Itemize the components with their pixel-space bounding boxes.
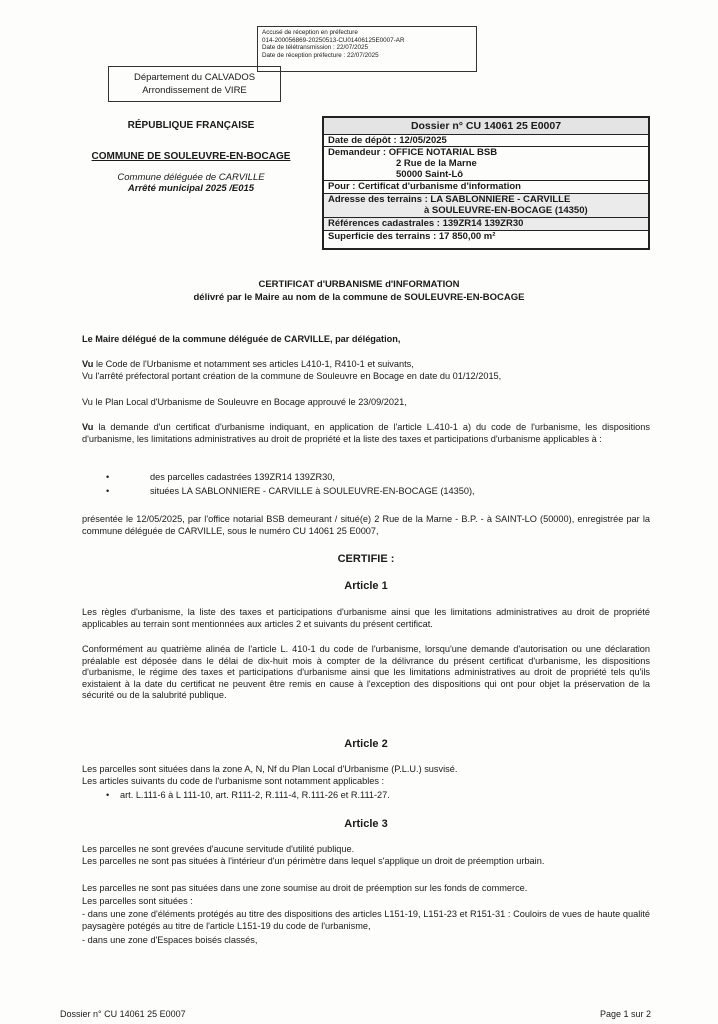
vu-label: Vu [82,422,94,432]
article-3-servitude: Les parcelles ne sont grevées d'aucune servitude d'utilité publique. [82,844,355,854]
adresse-line2: à SOULEUVRE-EN-BOCAGE (14350) [424,205,588,216]
bullet-marker: • [106,790,110,800]
date-depot: Date de dépôt : 12/05/2025 [324,135,648,147]
references-cadastrales: Références cadastrales : 139ZR14 139ZR30 [324,218,648,231]
article-3-situees: Les parcelles sont situées : [82,896,193,906]
demandeur [324,147,648,181]
vu-code-urbanisme [82,359,650,371]
stamp-line: Date de réception préfecture : 22/07/2025 [262,52,379,60]
dossier-title: Dossier n° CU 14061 25 E0007 [324,118,648,135]
republique-heading: RÉPUBLIQUE FRANÇAISE [127,120,255,131]
certificate-title: CERTIFICAT d'URBANISME d'INFORMATION [258,279,460,290]
demandeur-city: 50000 Saint-Lô [396,169,464,180]
adresse-terrains [324,194,648,218]
objet: Pour : Certificat d'urbanisme d'information [324,181,648,194]
article-3-preemption-urbain: Les parcelles ne sont pas situées à l'intérieur d'un périmètre dans lequel s'applique un droit de préemption urbain. [82,856,545,866]
bullet-marker: • [106,472,110,482]
commune-deleguee: Commune déléguée de CARVILLE [117,172,265,183]
situation-item: situées LA SABLONNIERE - CARVILLE à SOULEUVRE-EN-BOCAGE (14350), [150,486,475,496]
stamp-line: 014-200056869-20250513-CU01406125E0007-AR [262,36,405,44]
arrete-number: Arrêté municipal 2025 /E015 [127,183,255,194]
vu-label: Vu [82,359,94,369]
bullet-marker: • [106,486,110,496]
adresse-line1: Adresse des terrains : LA SABLONNIERE - CARVILLE [328,194,571,205]
certifie-heading: CERTIFIE : [337,553,395,565]
presentee-paragraph: présentée le 12/05/2025, par l'office notarial BSB demeurant / situé(e) 2 Rue de la Marne - B.P. - à SAINT-LO (50000), enregistrée par la commune déléguée de CARVILLE, sous le numéro CU 14061 25 E0007, [82,514,650,536]
superficie: Superficie des terrains : 17 850,00 m² [328,231,496,242]
article-1-paragraph-1: Les règles d'urbanisme, la liste des taxes et participations d'urbanisme ainsi que les limitations administratives au droit de propriété applicables au terrain sont mentionnées aux articles 2 et suivants du présent certificat. [82,607,650,629]
article-1-heading: Article 1 [344,580,388,592]
article-2-zone: Les parcelles sont situées dans la zone A, N, Nf du Plan Local d'Urbanisme (P.L.U.) susvisé. [82,764,458,774]
article-2-heading: Article 2 [344,738,388,750]
article-3-espaces-boises: - dans une zone d'Espaces boisés classés, [82,935,258,945]
footer-page-number: Page 1 sur 2 [600,1009,652,1019]
stamp-line: Accusé de réception en préfecture [262,29,358,36]
vu-arrete-prefectoral: Vu l'arrêté préfectoral portant création de la commune de Souleuvre en Bocage en date du 01/12/2015, [82,371,502,381]
maire-delegue-line: Le Maire délégué de la commune déléguée de CARVILLE, par délégation, [82,334,401,344]
parcelles-item: des parcelles cadastrées 139ZR14 139ZR30, [150,472,335,482]
vu-text: la demande d'un certificat d'urbanisme indiquant, en application de l'article L.410-1 a) du code de l'urbanisme, les dispositions d'urbanisme, les limitations administratives au droit de propriété et la liste des taxes et participations d'urbanisme applicables à : [82,422,650,444]
department-line: Département du CALVADOS [133,72,256,83]
demandeur-name: Demandeur : OFFICE NOTARIAL BSB [328,147,498,158]
article-3-elements-proteges: - dans une zone d'éléments protégés au titre des dispositions des articles L151-19, L151-23 et R151-31 : Couloirs de vues de haute qualité paysagère potégés au titre de l'article L151-19 du code de l'urbanisme, [82,909,650,931]
dossier-box [322,116,650,250]
footer-dossier: Dossier n° CU 14061 25 E0007 [60,1009,186,1019]
vu-text: le Code de l'Urbanisme et notamment ses articles L410-1, R410-1 et suivants, [93,359,414,369]
commune-heading: COMMUNE DE SOULEUVRE-EN-BOCAGE [91,151,291,162]
demandeur-street: 2 Rue de la Marne [396,158,477,169]
article-2-list-item: art. L.111-6 à L 111-10, art. R111-2, R.111-4, R.111-26 et R.111-27. [120,790,390,800]
prefecture-receipt-stamp [257,26,477,72]
article-3-fonds-commerce: Les parcelles ne sont pas situées dans une zone soumise au droit de préemption sur les fonds de commerce. [82,883,528,893]
article-3-heading: Article 3 [344,818,388,830]
vu-plu: Vu le Plan Local d'Urbanisme de Souleuvre en Bocage approuvé le 23/09/2021, [82,397,407,407]
department-box [108,66,281,102]
article-2-articles: Les articles suivants du code de l'urbanisme sont notamment applicables : [82,776,385,786]
certificate-subtitle: délivré par le Maire au nom de la commune de SOULEUVRE-EN-BOCAGE [193,292,525,303]
arrondissement-line: Arrondissement de VIRE [142,85,247,96]
stamp-line: Date de télétransmission : 22/07/2025 [262,44,369,52]
article-1-paragraph-2: Conformément au quatrième alinéa de l'article L. 410-1 du code de l'urbanisme, lorsqu'une demande d'autorisation ou une déclaration préalable est déposée dans le délai de dix-huit mois à compter de la délivrance du présent certificat d'urbanisme, les dispositions d'urbanisme, le régime des taxes et participations d'urbanisme ainsi que les limitations administratives au droit de propriété tels qu'ils existaient à la date du certificat ne peuvent être remis en cause à l'exception des dispositions qui ont pour objet la préservation de la sécurité ou de la salubrité publique. [82,644,650,701]
vu-demande [82,422,650,445]
